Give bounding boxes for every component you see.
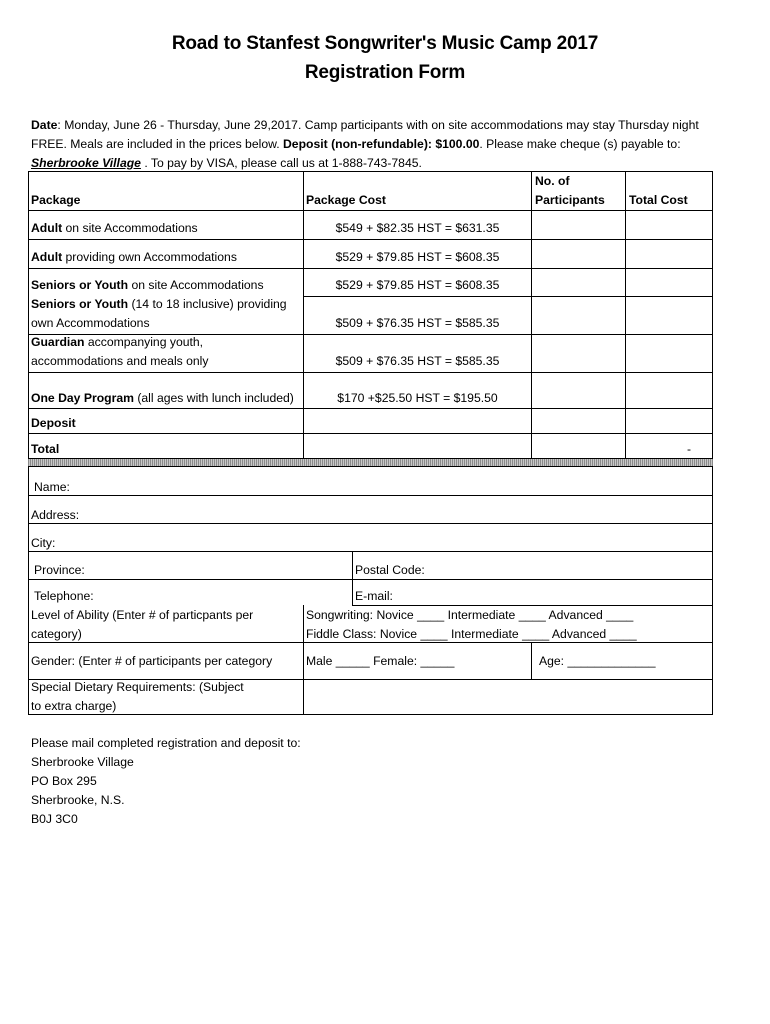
separator-band: [28, 458, 713, 467]
intro-line3: . To pay by VISA, please call us at 1-888-743-7845.: [140, 156, 422, 170]
row-cost: $549 + $82.35 HST = $631.35: [335, 221, 500, 235]
ability-label-2: category): [31, 627, 82, 641]
mailing-line: Please mail completed registration and deposit to:: [31, 736, 301, 750]
intro-line2a: FREE. Meals are included in the prices below.: [31, 137, 283, 151]
mailing-line: Sherbrooke, N.S.: [31, 793, 125, 807]
age-field: Age: _____________: [539, 654, 656, 668]
page-subtitle: Registration Form: [304, 62, 466, 83]
row-cost: $509 + $76.35 HST = $585.35: [335, 354, 500, 368]
row-cost: $170 +$25.50 HST = $195.50: [337, 391, 498, 405]
page-title: Road to Stanfest Songwriter's Music Camp 2017: [171, 33, 599, 54]
header-participants-1: No. of: [535, 174, 570, 188]
header-package-cost: Package Cost: [306, 193, 386, 207]
table-row-cont: accommodations and meals only: [31, 354, 209, 368]
payee-name: Sherbrooke Village: [31, 156, 141, 170]
row-cost: $529 + $79.85 HST = $608.35: [335, 278, 500, 292]
table-row: Guardian accompanying youth,: [31, 335, 204, 349]
total-value: -: [687, 442, 692, 456]
province-label: Province:: [34, 563, 85, 577]
table-row-cont: own Accommodations: [31, 316, 150, 330]
header-package: Package: [31, 193, 81, 207]
header-total-cost: Total Cost: [629, 193, 688, 207]
intro-line1: : Monday, June 26 - Thursday, June 29,2017. Camp participants with on site accommodations may stay Thursday night: [57, 118, 699, 132]
table-row: Seniors or Youth (14 to 18 inclusive) providing: [31, 297, 287, 311]
intro-paragraph: [31, 116, 713, 173]
name-label: Name:: [34, 480, 70, 494]
dietary-label-2: to extra charge): [31, 699, 117, 713]
mailing-line: PO Box 295: [31, 774, 97, 788]
email-label: E-mail:: [355, 589, 393, 603]
fiddle-levels: Fiddle Class: Novice ____ Intermediate ____ Advanced ____: [306, 627, 637, 641]
table-row: Adult on site Accommodations: [31, 221, 198, 235]
dietary-label-1: Special Dietary Requirements: (Subject: [31, 680, 244, 694]
date-label: Date: [31, 118, 58, 132]
intro-line2b: . Please make cheque (s) payable to:: [479, 137, 681, 151]
mailing-address: [31, 734, 301, 829]
songwriting-levels: Songwriting: Novice ____ Intermediate ____ Advanced ____: [306, 608, 634, 622]
row-cost: $529 + $79.85 HST = $608.35: [335, 250, 500, 264]
postal-code-label: Postal Code:: [355, 563, 425, 577]
city-label: City:: [31, 536, 56, 550]
telephone-label: Telephone:: [34, 589, 94, 603]
table-row: One Day Program (all ages with lunch included): [31, 391, 294, 405]
row-cost: $509 + $76.35 HST = $585.35: [335, 316, 500, 330]
gender-label: Gender: (Enter # of participants per category: [31, 654, 273, 668]
address-label: Address:: [31, 508, 80, 522]
header-participants-2: Participants: [535, 193, 605, 207]
deposit-label: Deposit: [31, 416, 76, 430]
total-label: Total: [31, 442, 60, 456]
mailing-line: B0J 3C0: [31, 812, 78, 826]
ability-label-1: Level of Ability (Enter # of particpants per: [31, 608, 254, 622]
male-female-field: Male _____ Female: _____: [306, 654, 455, 668]
mailing-line: Sherbrooke Village: [31, 755, 134, 769]
table-row: Seniors or Youth on site Accommodations: [31, 278, 264, 292]
table-row: Adult providing own Accommodations: [31, 250, 237, 264]
deposit-note: Deposit (non-refundable): $100.00: [283, 137, 480, 151]
